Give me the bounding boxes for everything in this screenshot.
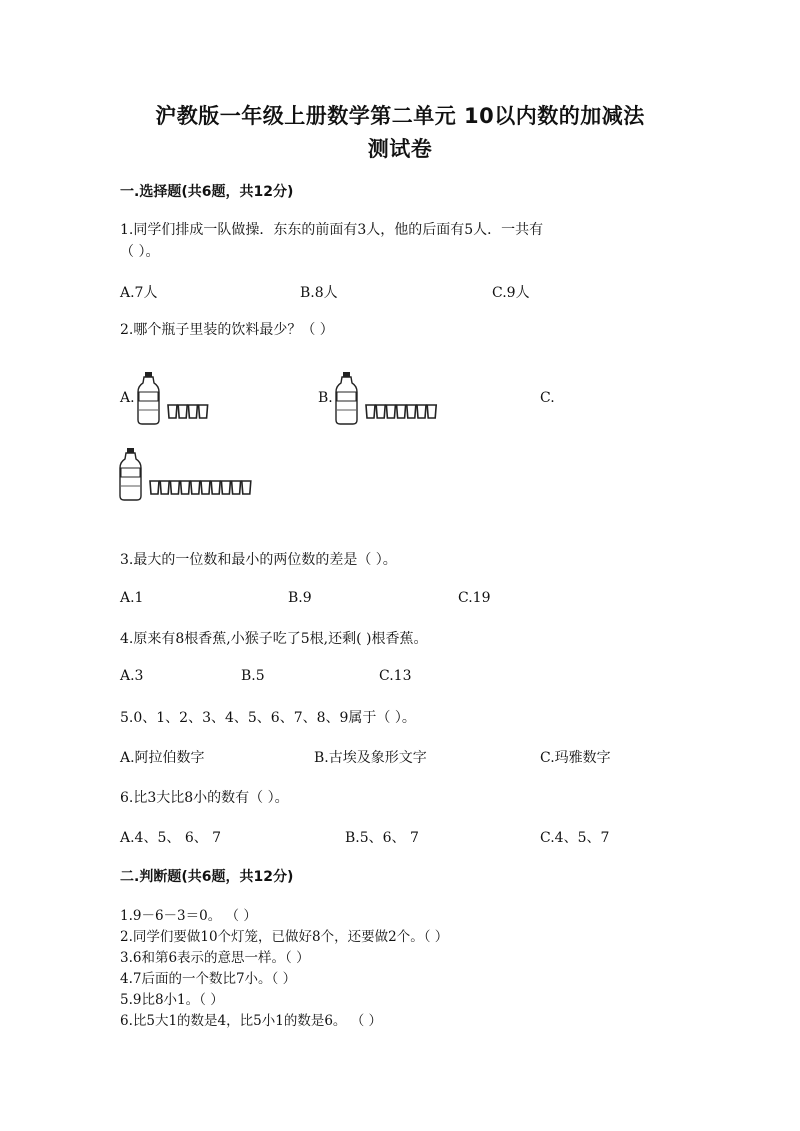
cup-icon xyxy=(211,481,220,494)
question-5-option-a[interactable]: A.阿拉伯数字 xyxy=(120,750,205,766)
cup-icon xyxy=(397,405,406,418)
question-4-option-c[interactable]: C.13 xyxy=(379,668,412,684)
exam-title-line1: 沪教版一年级上册数学第二单元 10以内数的加减法 xyxy=(155,104,645,128)
exam-title-line2: 测试卷 xyxy=(367,137,433,161)
cup-icon xyxy=(199,405,208,418)
bottle-and-cups-c xyxy=(120,448,290,504)
question-3-option-a[interactable]: A.1 xyxy=(120,590,144,606)
question-6-stem: 6.比3大比8小的数有（ ）。 xyxy=(120,790,289,806)
question-1-stem-blank: （ ）。 xyxy=(120,244,160,260)
question-3-option-b[interactable]: B.9 xyxy=(288,590,312,606)
cup-icon xyxy=(232,481,241,494)
question-1-option-b[interactable]: B.8人 xyxy=(300,285,338,301)
question-4-stem: 4.原来有8根香蕉,小猴子吃了5根,还剩( )根香蕉。 xyxy=(120,631,428,647)
question-6-option-c[interactable]: C.4、5、7 xyxy=(540,830,610,846)
cup-icon xyxy=(407,405,416,418)
question-3-stem: 3.最大的一位数和最小的两位数的差是（ ）。 xyxy=(120,552,397,568)
question-1-option-c[interactable]: C.9人 xyxy=(492,285,530,301)
judgment-item-3[interactable]: 3.6和第6表示的意思一样。（ ） xyxy=(120,950,310,966)
bottle-and-cups-b xyxy=(336,372,466,428)
section-heading-choice: 一.选择题(共6题，共12分) xyxy=(120,184,294,200)
bottle-icon xyxy=(138,372,159,424)
cup-icon xyxy=(178,405,187,418)
cup-icon xyxy=(150,481,159,494)
question-6-option-b[interactable]: B.5、6、 7 xyxy=(345,830,419,846)
question-5-option-c[interactable]: C.玛雅数字 xyxy=(540,750,611,766)
cup-icon xyxy=(427,405,436,418)
cup-icon xyxy=(201,481,210,494)
question-2-option-a[interactable]: A. xyxy=(120,390,135,406)
cup-icon xyxy=(170,481,179,494)
question-5-option-b[interactable]: B.古埃及象形文字 xyxy=(314,750,427,766)
question-2-option-b[interactable]: B. xyxy=(318,390,333,406)
cup-icon xyxy=(417,405,426,418)
cup-icon xyxy=(221,481,230,494)
question-2-stem: 2.哪个瓶子里装的饮料最少？（ ） xyxy=(120,322,334,338)
bottle-and-cups-a xyxy=(138,372,248,428)
cup-icon xyxy=(242,481,251,494)
judgment-item-2[interactable]: 2.同学们要做10个灯笼，已做好8个，还要做2个。（ ） xyxy=(120,929,449,945)
cup-icon xyxy=(366,405,375,418)
section-heading-judgment: 二.判断题(共6题，共12分) xyxy=(120,869,294,885)
judgment-item-5[interactable]: 5.9比8小1。（ ） xyxy=(120,992,224,1008)
cup-icon xyxy=(168,405,177,418)
question-2-option-c[interactable]: C. xyxy=(540,390,555,406)
cup-icon xyxy=(191,481,200,494)
judgment-item-4[interactable]: 4.7后面的一个数比7小。（ ） xyxy=(120,971,297,987)
bottle-icon xyxy=(120,448,141,500)
question-4-option-a[interactable]: A.3 xyxy=(120,668,144,684)
question-1-option-a[interactable]: A.7人 xyxy=(120,285,158,301)
question-5-stem: 5.0、1、2、3、4、5、6、7、8、9属于（ ）。 xyxy=(120,710,416,726)
cup-icon xyxy=(376,405,385,418)
question-6-option-a[interactable]: A.4、5、 6、 7 xyxy=(120,830,222,846)
cup-icon xyxy=(181,481,190,494)
cup-icon xyxy=(188,405,197,418)
judgment-item-6[interactable]: 6.比5大1的数是4，比5小1的数是6。 （ ） xyxy=(120,1013,382,1029)
question-1-stem: 1.同学们排成一队做操．东东的前面有3人，他的后面有5人．一共有 xyxy=(120,222,544,238)
cup-icon xyxy=(160,481,169,494)
judgment-item-1[interactable]: 1.9－6－3＝0。 （ ） xyxy=(120,908,257,924)
cup-icon xyxy=(386,405,395,418)
bottle-icon xyxy=(336,372,357,424)
question-4-option-b[interactable]: B.5 xyxy=(241,668,265,684)
question-3-option-c[interactable]: C.19 xyxy=(458,590,491,606)
